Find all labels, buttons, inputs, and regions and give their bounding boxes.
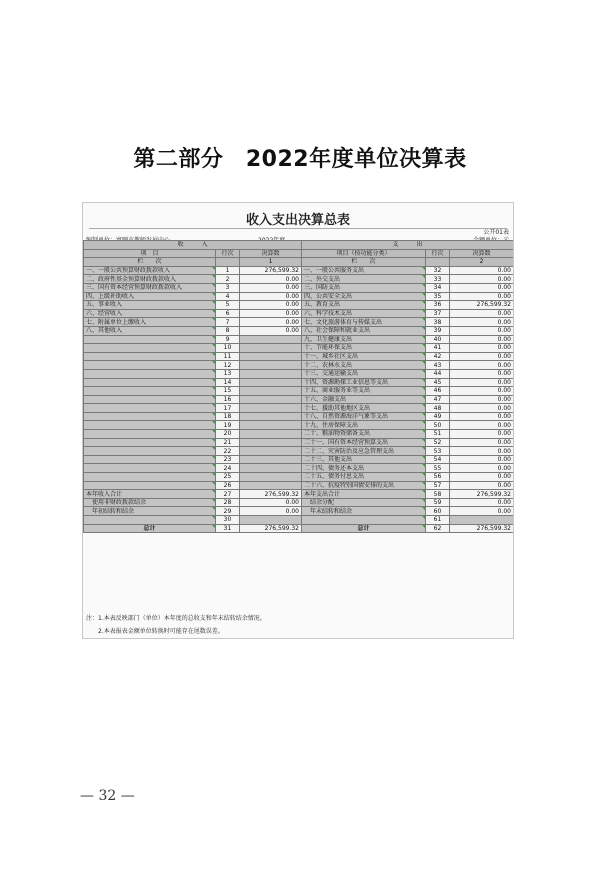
expense-amount: 0.00 [450, 395, 514, 404]
expense-amount: 0.00 [450, 464, 514, 473]
income-item: 五、事业收入 [84, 301, 216, 310]
income-line: 24 [216, 464, 240, 473]
income-amount: 276,599.32 [240, 490, 302, 499]
table-row [84, 490, 514, 499]
expense-line: 48 [426, 404, 450, 413]
income-line: 8 [216, 326, 240, 335]
income-item [84, 421, 216, 430]
income-amount [240, 430, 302, 439]
col-amount: 决算数 [240, 249, 302, 258]
income-line: 4 [216, 292, 240, 301]
income-line: 18 [216, 412, 240, 421]
expense-line: 54 [426, 455, 450, 464]
table-row [84, 481, 514, 490]
col-amount-2: 决算数 [450, 249, 514, 258]
index-1: 1 [240, 258, 302, 267]
income-amount [240, 344, 302, 353]
expense-item: 三、国防支出 [302, 283, 426, 292]
income-item [84, 412, 216, 421]
expense-line: 62 [426, 524, 450, 533]
income-amount: 0.00 [240, 507, 302, 516]
expense-line: 58 [426, 490, 450, 499]
expense-item: 二十六、抗疫特别国债安排的支出 [302, 481, 426, 490]
expense-amount: 0.00 [450, 369, 514, 378]
income-amount [240, 395, 302, 404]
income-line: 19 [216, 421, 240, 430]
income-amount: 276,599.32 [240, 524, 302, 533]
expense-amount: 276,599.32 [450, 490, 514, 499]
income-amount [240, 335, 302, 344]
header-row-columns [84, 249, 514, 258]
expense-amount: 0.00 [450, 412, 514, 421]
expense-item: 一、一般公共服务支出 [302, 266, 426, 275]
expense-item: 六、科学技术支出 [302, 309, 426, 318]
table-row [84, 498, 514, 507]
form-code: 公开01表 [483, 229, 509, 236]
expense-line: 52 [426, 438, 450, 447]
sheet-title: 收入支出决算总表 [245, 213, 350, 228]
income-item [84, 455, 216, 464]
expense-item: 本年支出合计 [302, 490, 426, 499]
header-row-groups [84, 241, 514, 250]
income-line: 5 [216, 301, 240, 310]
expense-amount: 0.00 [450, 507, 514, 516]
expense-amount: 0.00 [450, 275, 514, 284]
income-item [84, 369, 216, 378]
income-line: 26 [216, 481, 240, 490]
table-row [84, 507, 514, 516]
expense-amount: 276,599.32 [450, 301, 514, 310]
table-row [84, 361, 514, 370]
income-line: 16 [216, 395, 240, 404]
index-blank [216, 258, 240, 267]
table-row [84, 283, 514, 292]
income-amount: 0.00 [240, 318, 302, 327]
expense-amount: 0.00 [450, 283, 514, 292]
expense-amount [450, 516, 514, 525]
table-row [84, 430, 514, 439]
expense-line: 43 [426, 361, 450, 370]
table-row [84, 352, 514, 361]
income-item [84, 404, 216, 413]
expense-item: 八、社会保障和就业支出 [302, 326, 426, 335]
expense-line: 34 [426, 283, 450, 292]
expense-line: 53 [426, 447, 450, 456]
income-amount [240, 387, 302, 396]
income-line: 28 [216, 498, 240, 507]
income-amount [240, 455, 302, 464]
table-row [84, 387, 514, 396]
income-amount [240, 447, 302, 456]
income-amount [240, 438, 302, 447]
table-row [84, 378, 514, 387]
expense-item: 年末结转和结余 [302, 507, 426, 516]
table-row [84, 516, 514, 525]
income-item: 四、上级补助收入 [84, 292, 216, 301]
income-line: 1 [216, 266, 240, 275]
expense-item: 十八、自然资源海洋气象等支出 [302, 412, 426, 421]
income-line: 13 [216, 369, 240, 378]
income-amount [240, 404, 302, 413]
title-divider [89, 228, 507, 229]
income-item [84, 438, 216, 447]
income-item [84, 430, 216, 439]
expense-item: 十、节能环保支出 [302, 344, 426, 353]
expense-line: 49 [426, 412, 450, 421]
expense-line: 47 [426, 395, 450, 404]
col-item-func: 项目（按功能分类） [302, 249, 426, 258]
row-label-2: 栏 次 [302, 258, 426, 267]
expense-item: 十六、金融支出 [302, 395, 426, 404]
expense-amount: 0.00 [450, 352, 514, 361]
expense-amount: 0.00 [450, 498, 514, 507]
table-row [84, 524, 514, 533]
expense-line: 61 [426, 516, 450, 525]
income-amount [240, 378, 302, 387]
expense-line: 45 [426, 378, 450, 387]
expense-line: 36 [426, 301, 450, 310]
income-line: 17 [216, 404, 240, 413]
income-amount: 0.00 [240, 326, 302, 335]
expense-item: 二、外交支出 [302, 275, 426, 284]
income-line: 3 [216, 283, 240, 292]
table-row [84, 412, 514, 421]
income-item: 年初结转和结余 [84, 507, 216, 516]
income-item [84, 481, 216, 490]
expense-item: 十三、交通运输支出 [302, 369, 426, 378]
income-amount: 0.00 [240, 275, 302, 284]
income-line: 9 [216, 335, 240, 344]
income-item [84, 352, 216, 361]
table-row [84, 292, 514, 301]
income-item: 本年收入合计 [84, 490, 216, 499]
expense-line: 56 [426, 473, 450, 482]
expense-amount: 0.00 [450, 318, 514, 327]
table-row [84, 473, 514, 482]
expense-amount: 0.00 [450, 361, 514, 370]
income-line: 11 [216, 352, 240, 361]
expense-amount: 276,599.32 [450, 524, 514, 533]
income-item [84, 395, 216, 404]
expense-item [302, 516, 426, 525]
table-row [84, 335, 514, 344]
expense-line: 46 [426, 387, 450, 396]
expense-item: 二十二、灾害防治及应急管理支出 [302, 447, 426, 456]
income-item: 使用非财政拨款结余 [84, 498, 216, 507]
income-line: 31 [216, 524, 240, 533]
expense-line: 51 [426, 430, 450, 439]
expense-amount: 0.00 [450, 266, 514, 275]
expense-line: 39 [426, 326, 450, 335]
income-item [84, 447, 216, 456]
expense-line: 41 [426, 344, 450, 353]
income-line: 2 [216, 275, 240, 284]
expense-item: 十九、住房保障支出 [302, 421, 426, 430]
table-row [84, 275, 514, 284]
expense-line: 50 [426, 421, 450, 430]
table-row [84, 455, 514, 464]
income-line: 29 [216, 507, 240, 516]
income-line: 25 [216, 473, 240, 482]
income-line: 30 [216, 516, 240, 525]
expense-line: 40 [426, 335, 450, 344]
income-amount: 0.00 [240, 309, 302, 318]
income-line: 22 [216, 447, 240, 456]
expense-item: 十七、援助其他地区支出 [302, 404, 426, 413]
income-item [84, 473, 216, 482]
income-amount [240, 352, 302, 361]
income-amount: 0.00 [240, 498, 302, 507]
income-amount [240, 473, 302, 482]
table-row [84, 309, 514, 318]
income-amount [240, 361, 302, 370]
income-amount [240, 516, 302, 525]
expense-item: 二十三、其他支出 [302, 455, 426, 464]
income-line: 20 [216, 430, 240, 439]
expense-header: 支 出 [302, 241, 514, 250]
expense-amount: 0.00 [450, 404, 514, 413]
table-row [84, 438, 514, 447]
table-row [84, 326, 514, 335]
income-item: 六、经营收入 [84, 309, 216, 318]
expense-item: 结余分配 [302, 498, 426, 507]
expense-line: 35 [426, 292, 450, 301]
income-item: 二、政府性基金预算财政拨款收入 [84, 275, 216, 284]
expense-line: 59 [426, 498, 450, 507]
row-label: 栏 次 [84, 258, 216, 267]
income-line: 23 [216, 455, 240, 464]
income-item: 三、国有资本经营预算财政拨款收入 [84, 283, 216, 292]
income-line: 6 [216, 309, 240, 318]
table-row [84, 421, 514, 430]
expense-amount: 0.00 [450, 438, 514, 447]
expense-item: 五、教育支出 [302, 301, 426, 310]
income-amount: 0.00 [240, 301, 302, 310]
expense-amount: 0.00 [450, 473, 514, 482]
expense-item: 十四、资源勘探工业信息等支出 [302, 378, 426, 387]
col-item: 项 目 [84, 249, 216, 258]
summary-table [83, 240, 514, 533]
table-row [84, 301, 514, 310]
index-2: 2 [450, 258, 514, 267]
page-number: — 32 — [80, 788, 135, 804]
income-header: 收 入 [84, 241, 302, 250]
expense-amount: 0.00 [450, 387, 514, 396]
expense-amount: 0.00 [450, 481, 514, 490]
income-item: 总计 [84, 524, 216, 533]
table-row [84, 318, 514, 327]
expense-line: 60 [426, 507, 450, 516]
expense-item: 四、公共安全支出 [302, 292, 426, 301]
expense-amount: 0.00 [450, 455, 514, 464]
income-line: 14 [216, 378, 240, 387]
header-row-index [84, 258, 514, 267]
budget-sheet [82, 202, 514, 639]
income-line: 27 [216, 490, 240, 499]
note-2: 2.本表报表金额单位转换时可能存在尾数误差。 [86, 628, 224, 635]
col-line-2: 行次 [426, 249, 450, 258]
income-amount [240, 412, 302, 421]
expense-line: 32 [426, 266, 450, 275]
table-row [84, 344, 514, 353]
income-item [84, 335, 216, 344]
income-item [84, 387, 216, 396]
expense-item: 二十一、国有资本经营预算支出 [302, 438, 426, 447]
expense-item: 二十、粮油物资储备支出 [302, 430, 426, 439]
expense-amount: 0.00 [450, 421, 514, 430]
expense-line: 57 [426, 481, 450, 490]
income-line: 7 [216, 318, 240, 327]
expense-amount: 0.00 [450, 326, 514, 335]
income-line: 10 [216, 344, 240, 353]
income-item [84, 516, 216, 525]
income-amount: 0.00 [240, 292, 302, 301]
expense-item: 二十五、债务付息支出 [302, 473, 426, 482]
expense-item: 总计 [302, 524, 426, 533]
expense-line: 38 [426, 318, 450, 327]
expense-amount: 0.00 [450, 309, 514, 318]
expense-amount: 0.00 [450, 344, 514, 353]
income-item [84, 344, 216, 353]
expense-line: 44 [426, 369, 450, 378]
expense-amount: 0.00 [450, 335, 514, 344]
income-amount [240, 369, 302, 378]
expense-amount: 0.00 [450, 430, 514, 439]
income-item [84, 378, 216, 387]
income-line: 21 [216, 438, 240, 447]
expense-item: 十一、城乡社区支出 [302, 352, 426, 361]
income-line: 15 [216, 387, 240, 396]
expense-line: 55 [426, 464, 450, 473]
income-item: 七、附属单位上缴收入 [84, 318, 216, 327]
table-row [84, 404, 514, 413]
table-row [84, 369, 514, 378]
table-row [84, 266, 514, 275]
expense-item: 十五、商业服务业等支出 [302, 387, 426, 396]
income-amount [240, 421, 302, 430]
expense-line: 37 [426, 309, 450, 318]
expense-amount: 0.00 [450, 378, 514, 387]
col-line: 行次 [216, 249, 240, 258]
index-blank-2 [426, 258, 450, 267]
table-row [84, 447, 514, 456]
expense-item: 二十四、债务还本支出 [302, 464, 426, 473]
income-amount [240, 481, 302, 490]
note-1: 注：1.本表反映部门（单位）本年度的总收支和年末结转结余情况。 [86, 615, 266, 622]
income-item [84, 361, 216, 370]
income-line: 12 [216, 361, 240, 370]
income-amount [240, 464, 302, 473]
expense-item: 十二、农林水支出 [302, 361, 426, 370]
income-item [84, 464, 216, 473]
page-title: 第二部分 2022年度单位决算表 [133, 147, 467, 172]
expense-amount: 0.00 [450, 292, 514, 301]
income-item: 一、一般公共预算财政拨款收入 [84, 266, 216, 275]
table-row [84, 464, 514, 473]
expense-amount: 0.00 [450, 447, 514, 456]
income-item: 八、其他收入 [84, 326, 216, 335]
expense-line: 42 [426, 352, 450, 361]
income-amount: 0.00 [240, 283, 302, 292]
expense-item: 九、卫生健康支出 [302, 335, 426, 344]
income-amount: 276,599.32 [240, 266, 302, 275]
table-row [84, 395, 514, 404]
expense-line: 33 [426, 275, 450, 284]
expense-item: 七、文化旅游体育与传媒支出 [302, 318, 426, 327]
